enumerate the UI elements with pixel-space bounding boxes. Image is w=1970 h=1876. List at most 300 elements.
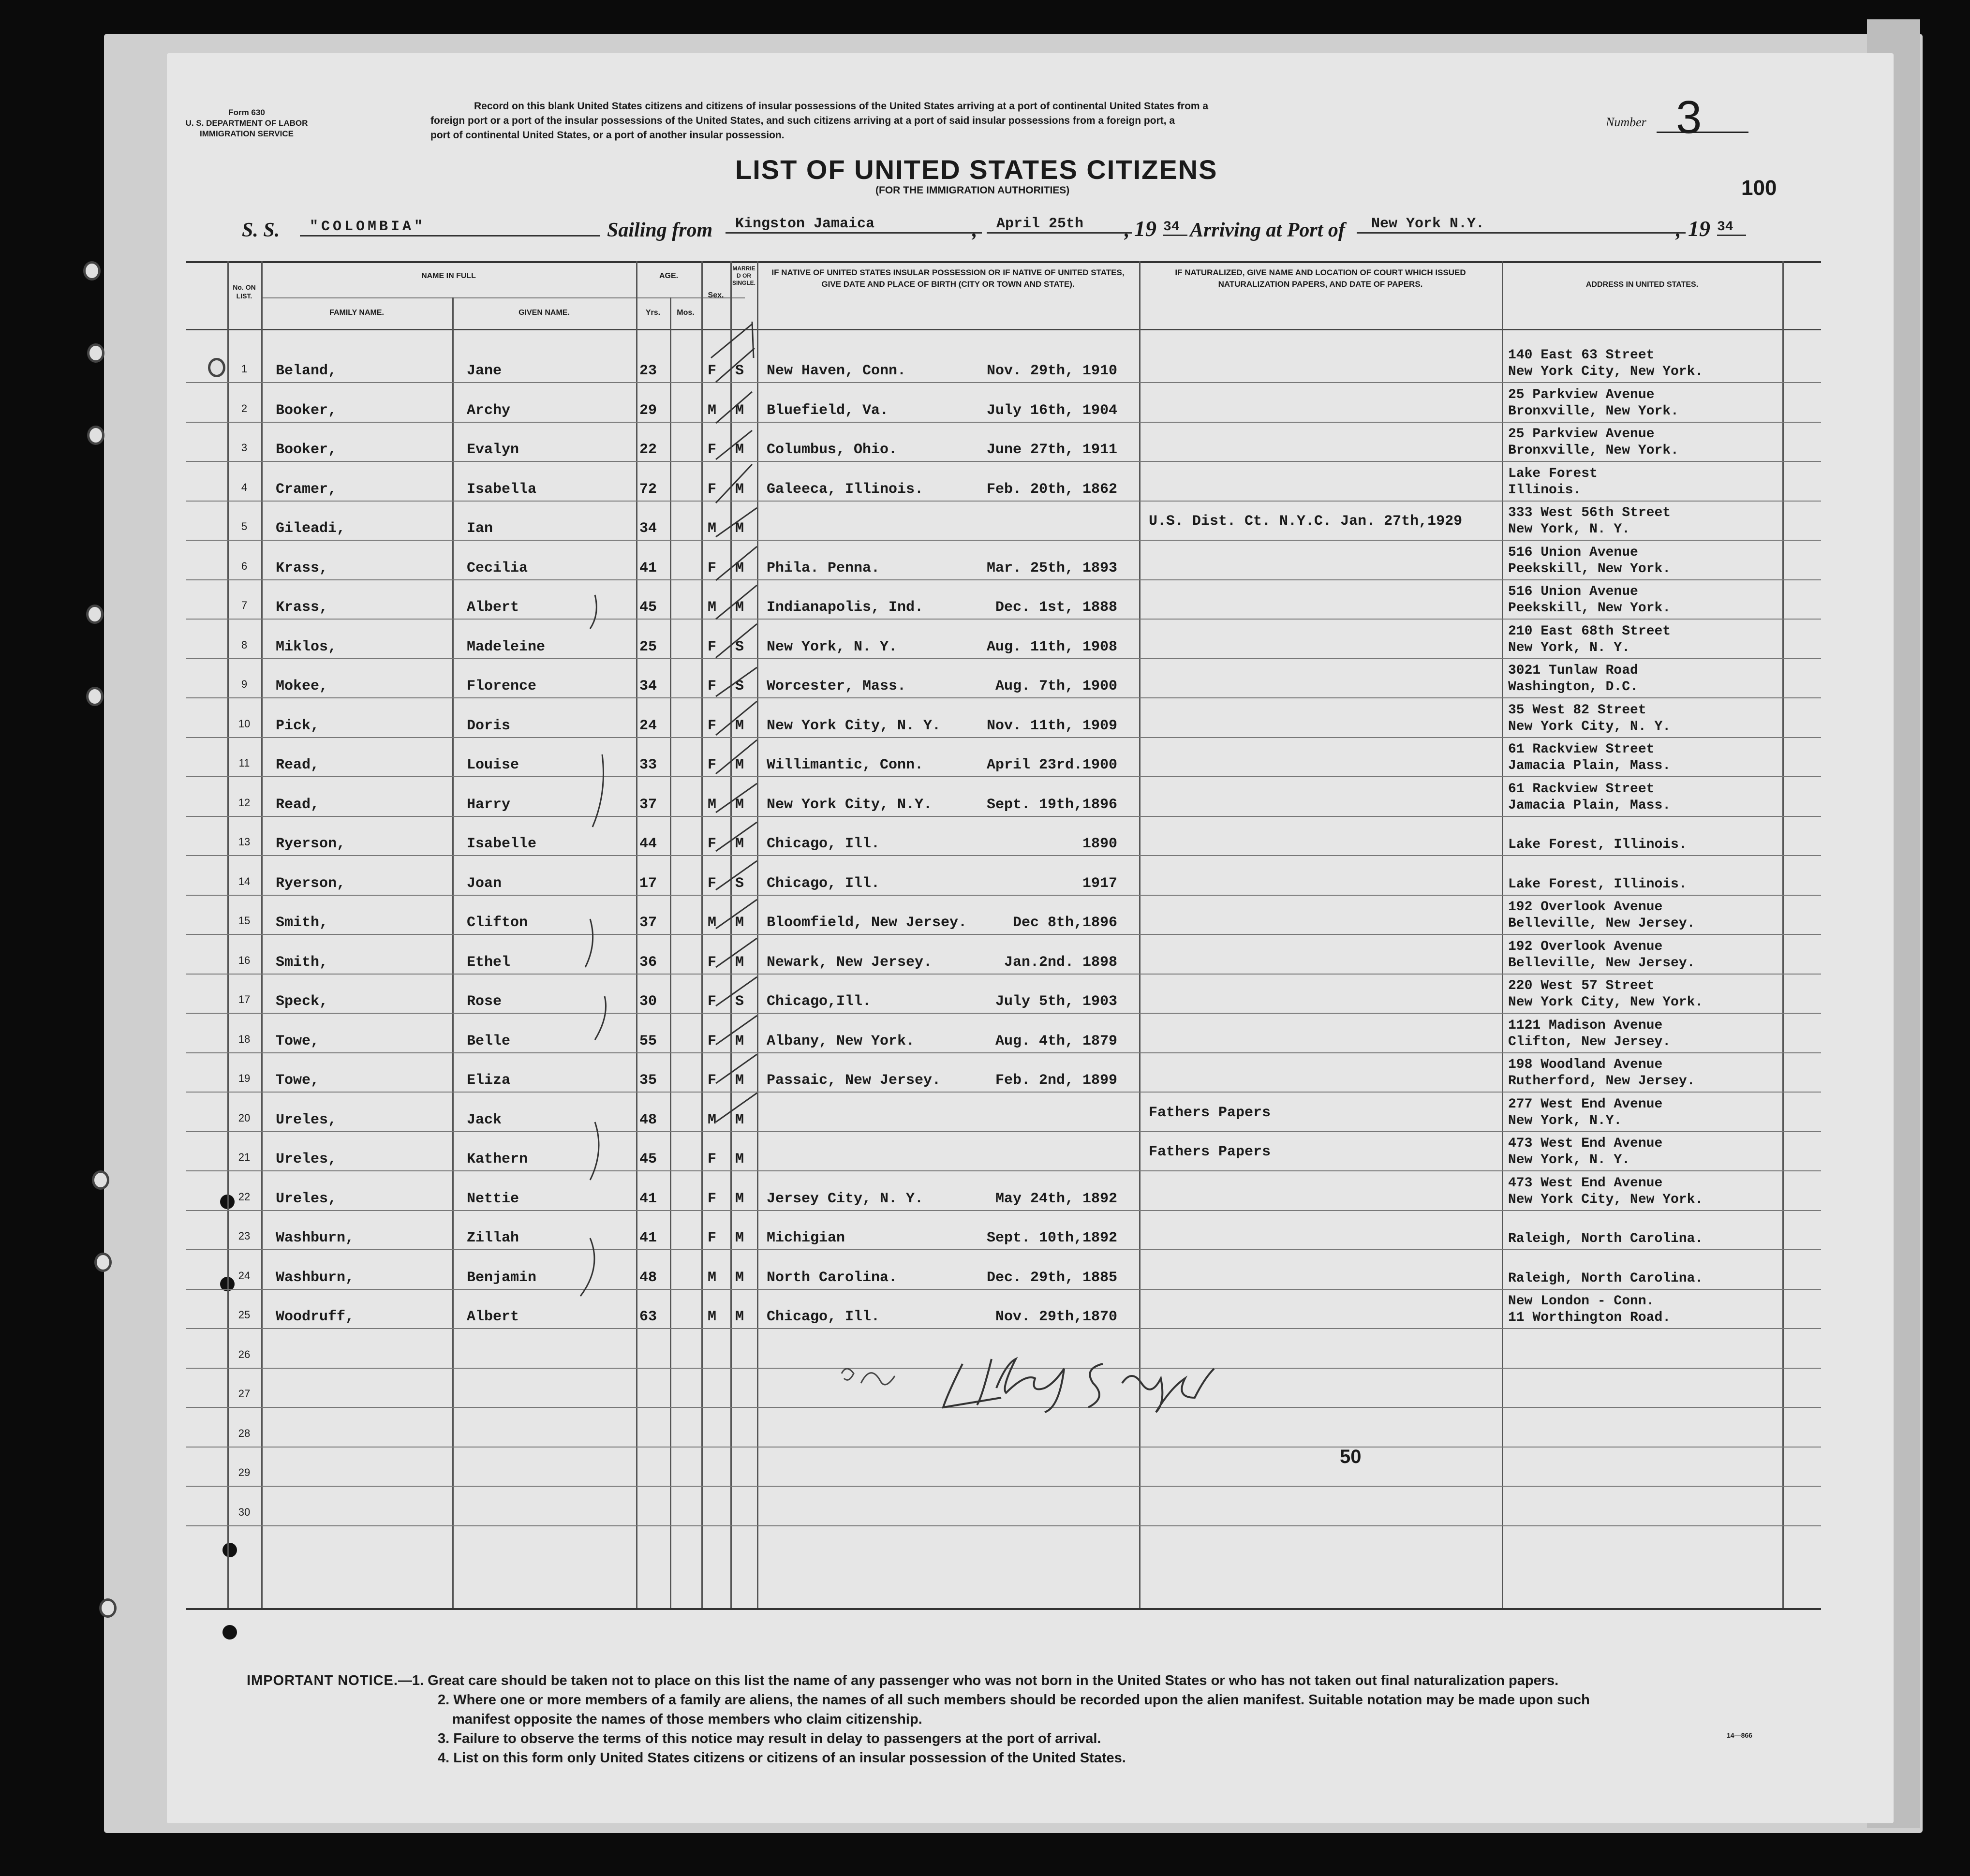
address-line-2: New York, N. Y. <box>1508 522 1630 537</box>
birth-date: Dec. 29th, 1885 <box>986 1269 1117 1286</box>
sex: M <box>708 915 717 931</box>
marital-status: M <box>735 442 744 458</box>
given-name: Albert <box>467 599 519 616</box>
binder-hole <box>99 1598 117 1618</box>
record-instructions-line: port of continental United States, or a port of another insular possession. <box>430 130 785 141</box>
age-years: 37 <box>639 796 657 813</box>
given-name: Florence <box>467 678 537 694</box>
row-number: 10 <box>238 717 251 730</box>
marital-status: M <box>735 1230 744 1246</box>
given-name: Ethel <box>467 954 511 971</box>
given-name: Jane <box>467 363 502 379</box>
age-years: 33 <box>639 757 657 773</box>
birth-date: June 27th, 1911 <box>986 442 1117 458</box>
address-line-1: 210 East 68th Street <box>1508 623 1671 639</box>
birth-date: Nov. 29th,1870 <box>995 1309 1117 1325</box>
row-number: 9 <box>241 678 248 690</box>
row-rule <box>186 1328 1821 1329</box>
row-rule <box>186 855 1821 856</box>
birth-place: Michigian <box>767 1230 845 1246</box>
age-years: 22 <box>639 442 657 458</box>
birth-place: New York City, N. Y. <box>767 717 941 734</box>
address-line-1: 333 West 56th Street <box>1508 505 1671 520</box>
given-name: Rose <box>467 993 502 1010</box>
given-name: Kathern <box>467 1151 528 1167</box>
important-notice <box>247 1671 1590 1768</box>
address-line-1: New London - Conn. <box>1508 1294 1655 1309</box>
ship-name: "COLOMBIA" <box>300 219 600 236</box>
birth-date: Feb. 20th, 1862 <box>986 481 1117 498</box>
col-header-address: ADDRESS IN UNITED STATES. <box>1585 281 1699 289</box>
age-years: 24 <box>639 717 657 734</box>
row-number: 14 <box>238 875 251 887</box>
row-rule <box>186 697 1821 698</box>
age-years: 17 <box>639 875 657 892</box>
marital-status: M <box>735 836 744 852</box>
birth-date: 1890 <box>1082 836 1117 852</box>
row-rule <box>186 540 1821 541</box>
row-rule <box>186 579 1821 580</box>
given-name: Madeleine <box>467 638 546 655</box>
address-line-2: New York City, N. Y. <box>1508 719 1671 734</box>
age-years: 41 <box>639 1230 657 1246</box>
row-number: 28 <box>238 1427 251 1439</box>
family-name: Towe, <box>276 1072 320 1089</box>
col-header-sex: Sex. <box>708 291 724 299</box>
notice-label: IMPORTANT NOTICE. <box>247 1673 398 1688</box>
row-rule <box>186 816 1821 817</box>
family-name: Krass, <box>276 560 328 576</box>
address-line-2: Bronxville, New York. <box>1508 443 1679 458</box>
row-rule <box>186 776 1821 777</box>
binder-hole <box>86 605 104 624</box>
row-number: 20 <box>238 1111 251 1124</box>
address-line-2: New York City, New York. <box>1508 995 1703 1010</box>
address-line-1: 516 Union Avenue <box>1508 545 1638 560</box>
notice-item: manifest opposite the names of those members who claim citizenship. <box>452 1712 922 1727</box>
birth-place: Phila. Penna. <box>767 560 880 576</box>
address-line-2: New York City, New York. <box>1508 364 1703 379</box>
sex: F <box>708 1151 717 1167</box>
marital-status: S <box>735 678 744 694</box>
row-number: 18 <box>238 1033 251 1045</box>
row-rule <box>186 1447 1821 1448</box>
col-header-given: GIVEN NAME. <box>518 309 570 317</box>
sex: M <box>708 1111 717 1128</box>
address-line-1: 192 Overlook Avenue <box>1508 900 1663 915</box>
age-years: 48 <box>639 1111 657 1128</box>
col-header-family: FAMILY NAME. <box>329 309 384 317</box>
birth-place: Willimantic, Conn. <box>767 757 924 773</box>
sex: F <box>708 363 717 379</box>
row-number: 23 <box>238 1230 251 1242</box>
age-years: 41 <box>639 560 657 576</box>
given-name: Harry <box>467 796 511 813</box>
family-name: Smith, <box>276 954 328 971</box>
family-name: Miklos, <box>276 638 337 655</box>
address-line-2: Rutherford, New Jersey. <box>1508 1074 1695 1089</box>
given-name: Isabella <box>467 481 537 498</box>
age-years: 36 <box>639 954 657 971</box>
birth-place: Bluefield, Va. <box>767 402 889 419</box>
family-name: Beland, <box>276 363 337 379</box>
birth-date: Dec. 1st, 1888 <box>995 599 1117 616</box>
notice-item: —1. Great care should be taken not to place on this list the name of any passenger who was not born in the United States or who has not taken out final naturalization papers. <box>398 1673 1559 1688</box>
birth-date: Feb. 2nd, 1899 <box>995 1072 1117 1089</box>
family-name: Towe, <box>276 1033 320 1049</box>
birth-date: Aug. 11th, 1908 <box>986 638 1117 655</box>
year-prefix: 19 <box>1134 216 1156 241</box>
row-number: 3 <box>241 442 248 454</box>
family-name: Booker, <box>276 402 337 419</box>
age-years: 25 <box>639 638 657 655</box>
row-number: 24 <box>238 1269 251 1282</box>
col-header-age: AGE. <box>659 272 679 280</box>
family-name: Cramer, <box>276 481 337 498</box>
birth-place: Jersey City, N. Y. <box>767 1190 924 1207</box>
row-rule <box>186 1131 1821 1132</box>
sex: F <box>708 1072 717 1089</box>
family-name: Smith, <box>276 915 328 931</box>
row-number: 8 <box>241 638 248 651</box>
row-rule <box>186 1249 1821 1250</box>
birth-date: Sept. 19th,1896 <box>986 796 1117 813</box>
sailing-label: Sailing from <box>607 219 713 241</box>
age-years: 72 <box>639 481 657 498</box>
age-years: 55 <box>639 1033 657 1049</box>
sex: F <box>708 481 717 498</box>
marital-status: M <box>735 915 744 931</box>
address-line-1: 220 West 57 Street <box>1508 978 1655 993</box>
birth-date: Mar. 25th, 1893 <box>986 560 1117 576</box>
from-port: Kingston Jamaica <box>726 216 982 234</box>
col-header-mos: Mos. <box>677 309 695 317</box>
given-name: Benjamin <box>467 1269 537 1286</box>
marital-status: S <box>735 875 744 892</box>
family-name: Krass, <box>276 599 328 616</box>
age-years: 34 <box>639 678 657 694</box>
number-label: Number <box>1606 115 1646 129</box>
sex: F <box>708 638 717 655</box>
address-line-2: Belleville, New Jersey. <box>1508 916 1695 931</box>
col-header-naturalized: IF NATURALIZED, GIVE NAME AND LOCATION OF COURT WHICH ISSUED NATURALIZATION PAPERS, AND DATE OF PAPERS. <box>1175 268 1466 289</box>
given-name: Ian <box>467 520 493 537</box>
address-line-1: 25 Parkview Avenue <box>1508 387 1655 402</box>
number-value: 3 <box>1676 91 1702 143</box>
punch-dot <box>222 1543 237 1557</box>
header-bottom-rule <box>186 329 1821 330</box>
age-years: 63 <box>639 1309 657 1325</box>
address-line-2: Jamacia Plain, Mass. <box>1508 758 1671 773</box>
col-header-yrs: Yrs. <box>645 309 661 317</box>
address-line-1: 473 West End Avenue <box>1508 1175 1663 1191</box>
address-line-2: Peekskill, New York. <box>1508 601 1671 616</box>
sex: F <box>708 757 717 773</box>
birth-date: Nov. 29th, 1910 <box>986 363 1117 379</box>
birth-date: Dec 8th,1896 <box>1012 915 1117 931</box>
sex: F <box>708 836 717 852</box>
marital-status: M <box>735 954 744 971</box>
address-line-2: Illinois. <box>1508 482 1582 498</box>
birth-date: Nov. 11th, 1909 <box>986 717 1117 734</box>
address-line-2: New York City, New York. <box>1508 1192 1703 1207</box>
address-line-2: Belleville, New Jersey. <box>1508 955 1695 971</box>
form-number: Form 630 <box>228 108 265 117</box>
address-line-1: 1121 Madison Avenue <box>1508 1018 1663 1033</box>
marital-status: M <box>735 757 744 773</box>
department-name: U. S. DEPARTMENT OF LABOR <box>185 118 308 128</box>
notice-item: 3. Failure to observe the terms of this notice may result in delay to passengers at the port of arrival. <box>438 1731 1101 1746</box>
marital-status: M <box>735 1033 744 1049</box>
row-rule <box>186 1013 1821 1014</box>
col-header-name: NAME IN FULL <box>421 272 476 280</box>
birth-date: Aug. 7th, 1900 <box>995 678 1117 694</box>
address-line-1: 516 Union Avenue <box>1508 584 1638 599</box>
row-number: 1 <box>241 363 248 375</box>
arrival-year-prefix: 19 <box>1688 216 1710 241</box>
birth-place: Bloomfield, New Jersey. <box>767 915 967 931</box>
binder-hole <box>208 358 225 377</box>
notice-item: 2. Where one or more members of a family are aliens, the names of all such members should be recorded upon the alien manifest. Suitable notation may be made upon such <box>438 1692 1590 1708</box>
handwritten-signature <box>832 1344 1291 1422</box>
sex: M <box>708 520 717 537</box>
sex: F <box>708 1190 717 1207</box>
record-instructions-line: foreign port or a port of the insular possessions of the United States, and such citizens arriving at a port of said insular possessions from a foreign port, a <box>430 115 1175 126</box>
row-rule <box>186 461 1821 462</box>
naturalization-info: Fathers Papers <box>1149 1104 1271 1121</box>
marital-status: M <box>735 560 744 576</box>
row-rule <box>186 1486 1821 1487</box>
given-name: Isabelle <box>467 836 537 852</box>
row-number: 21 <box>238 1151 251 1163</box>
address-line-1: 3021 Tunlaw Road <box>1508 663 1638 678</box>
binder-hole <box>87 343 104 363</box>
given-name: Eliza <box>467 1072 511 1089</box>
given-name: Doris <box>467 717 511 734</box>
address-line-2: New York, N. Y. <box>1508 1152 1630 1167</box>
marital-status: S <box>735 363 744 379</box>
address-line-1: 198 Woodland Avenue <box>1508 1057 1663 1072</box>
sex: F <box>708 442 717 458</box>
birth-place: Columbus, Ohio. <box>767 442 898 458</box>
sex: F <box>708 717 717 734</box>
address-line-1: 35 West 82 Street <box>1508 702 1646 718</box>
record-instructions-line: Record on this blank United States citizens and citizens of insular possessions of the United States arriving at a port of continental United States from a <box>474 101 1209 112</box>
birth-place: New Haven, Conn. <box>767 363 906 379</box>
address-line-1: 61 Rackview Street <box>1508 742 1655 757</box>
birth-date: Sept. 10th,1892 <box>986 1230 1117 1246</box>
row-number: 17 <box>238 993 251 1005</box>
sex: F <box>708 993 717 1010</box>
age-years: 45 <box>639 1151 657 1167</box>
birth-place: Worcester, Mass. <box>767 678 906 694</box>
number-underline <box>1657 132 1748 133</box>
birth-place: Indianapolis, Ind. <box>767 599 924 616</box>
row-number: 13 <box>238 836 251 848</box>
to-port: New York N.Y. <box>1357 216 1686 234</box>
address-line-1: 61 Rackview Street <box>1508 781 1655 797</box>
given-name: Albert <box>467 1309 519 1325</box>
birth-date: May 24th, 1892 <box>995 1190 1117 1207</box>
table-bottom-rule <box>186 1608 1821 1610</box>
punch-dot <box>222 1625 237 1640</box>
col-header-marital: MARRIED OR SINGLE. <box>732 265 755 286</box>
row-rule <box>186 895 1821 896</box>
count-stamp: 50 <box>1340 1446 1362 1467</box>
family-name: Ryerson, <box>276 836 346 852</box>
birth-date: July 5th, 1903 <box>995 993 1117 1010</box>
given-name: Jack <box>467 1111 502 1128</box>
age-years: 37 <box>639 915 657 931</box>
row-rule <box>186 422 1821 423</box>
sex: F <box>708 1230 717 1246</box>
age-years: 41 <box>639 1190 657 1207</box>
table-top-rule <box>186 261 1821 263</box>
address-line-2: New York, N.Y. <box>1508 1113 1622 1128</box>
address-line-2: Peekskill, New York. <box>1508 561 1671 576</box>
row-rule <box>186 1525 1821 1526</box>
address-line-2: Raleigh, North Carolina. <box>1508 1231 1703 1246</box>
row-rule <box>186 501 1821 502</box>
birth-place: Passaic, New Jersey. <box>767 1072 941 1089</box>
family-name: Ureles, <box>276 1151 337 1167</box>
address-line-1: Lake Forest <box>1508 466 1598 481</box>
row-rule <box>186 1092 1821 1093</box>
marital-status: M <box>735 402 744 419</box>
marital-status: M <box>735 481 744 498</box>
birth-place: Galeeca, Illinois. <box>767 481 924 498</box>
address-line-2: New York, N. Y. <box>1508 640 1630 655</box>
age-years: 45 <box>639 599 657 616</box>
address-line-2: Lake Forest, Illinois. <box>1508 837 1687 852</box>
notice-item: 4. List on this form only United States citizens or citizens of an insular possession of the United States. <box>438 1750 1126 1766</box>
given-name: Cecilia <box>467 560 528 576</box>
family-name: Woodruff, <box>276 1309 355 1325</box>
binder-hole <box>87 426 104 445</box>
col-divider <box>452 297 454 1608</box>
sail-date: April 25th <box>987 216 1132 234</box>
sex: M <box>708 599 717 616</box>
marital-status: S <box>735 993 744 1010</box>
header-subrule <box>261 297 745 298</box>
birth-place: Chicago, Ill. <box>767 1309 880 1325</box>
row-number: 26 <box>238 1348 251 1360</box>
age-years: 35 <box>639 1072 657 1089</box>
sex: F <box>708 1033 717 1049</box>
address-line-2: Raleigh, North Carolina. <box>1508 1270 1703 1286</box>
row-rule <box>186 1289 1821 1290</box>
address-line-2: Bronxville, New York. <box>1508 403 1679 419</box>
given-name: Zillah <box>467 1230 519 1246</box>
family-name: Ryerson, <box>276 875 346 892</box>
sex: F <box>708 678 717 694</box>
marital-status: M <box>735 1111 744 1128</box>
address-line-1: 25 Parkview Avenue <box>1508 427 1655 442</box>
row-rule <box>186 737 1821 738</box>
sex: F <box>708 875 717 892</box>
arrival-year: 34 <box>1717 220 1746 236</box>
record-instructions <box>430 99 1601 143</box>
marital-status: M <box>735 1190 744 1207</box>
service-name: IMMIGRATION SERVICE <box>200 129 294 138</box>
check-marks <box>667 319 793 1480</box>
family-name: Ureles, <box>276 1111 337 1128</box>
marital-status: S <box>735 638 744 655</box>
family-name: Read, <box>276 757 320 773</box>
birth-date: Jan.2nd. 1898 <box>1004 954 1117 971</box>
age-years: 30 <box>639 993 657 1010</box>
address-line-2: Lake Forest, Illinois. <box>1508 876 1687 892</box>
page-subtitle: (FOR THE IMMIGRATION AUTHORITIES) <box>875 185 1070 196</box>
age-years: 44 <box>639 836 657 852</box>
arriving-label: Arriving at Port of <box>1190 219 1345 241</box>
marital-status: M <box>735 796 744 813</box>
birth-place: North Carolina. <box>767 1269 898 1286</box>
marital-status: M <box>735 1269 744 1286</box>
marital-status: M <box>735 520 744 537</box>
sex: M <box>708 796 717 813</box>
given-name: Joan <box>467 875 502 892</box>
sail-year: 34 <box>1163 220 1187 236</box>
row-number: 19 <box>238 1072 251 1084</box>
row-rule <box>186 1052 1821 1053</box>
binder-hole <box>83 261 101 281</box>
birth-place: Albany, New York. <box>767 1033 915 1049</box>
row-number: 22 <box>238 1190 251 1203</box>
family-name: Mokee, <box>276 678 328 694</box>
row-number: 29 <box>238 1466 251 1478</box>
address-line-1: 473 West End Avenue <box>1508 1136 1663 1151</box>
row-number: 11 <box>238 757 250 769</box>
age-years: 29 <box>639 402 657 419</box>
birth-place: Newark, New Jersey. <box>767 954 933 971</box>
row-rule <box>186 619 1821 620</box>
row-number: 2 <box>241 402 248 414</box>
row-number: 16 <box>238 954 251 966</box>
address-line-1: 140 East 63 Street <box>1508 348 1655 363</box>
marital-status: M <box>735 1151 744 1167</box>
row-number: 5 <box>241 520 248 532</box>
marital-status: M <box>735 1072 744 1089</box>
birth-place: New York City, N.Y. <box>767 796 933 813</box>
birth-date: July 16th, 1904 <box>986 402 1117 419</box>
row-number: 7 <box>241 599 248 611</box>
sex: M <box>708 402 717 419</box>
address-line-2: Washington, D.C. <box>1508 679 1638 694</box>
given-name: Archy <box>467 402 511 419</box>
sex: M <box>708 1269 717 1286</box>
row-rule <box>186 1170 1821 1171</box>
binder-hole <box>92 1170 109 1190</box>
form-code: 14—866 <box>1727 1731 1752 1739</box>
row-number: 4 <box>241 481 248 493</box>
marital-status: M <box>735 717 744 734</box>
family-name: Speck, <box>276 993 328 1010</box>
age-years: 48 <box>639 1269 657 1286</box>
family-name: Gileadi, <box>276 520 346 537</box>
row-number: 25 <box>238 1309 251 1321</box>
birth-place: New York, N. Y. <box>767 638 898 655</box>
birth-place: Chicago,Ill. <box>767 993 872 1010</box>
address-line-1: 192 Overlook Avenue <box>1508 939 1663 954</box>
address-line-1: 277 West End Avenue <box>1508 1096 1663 1112</box>
sex: M <box>708 1309 717 1325</box>
given-name: Evalyn <box>467 442 519 458</box>
row-number: 27 <box>238 1388 251 1400</box>
naturalization-info: Fathers Papers <box>1149 1144 1271 1160</box>
page-number: 100 <box>1741 176 1777 200</box>
row-number: 12 <box>238 796 251 809</box>
